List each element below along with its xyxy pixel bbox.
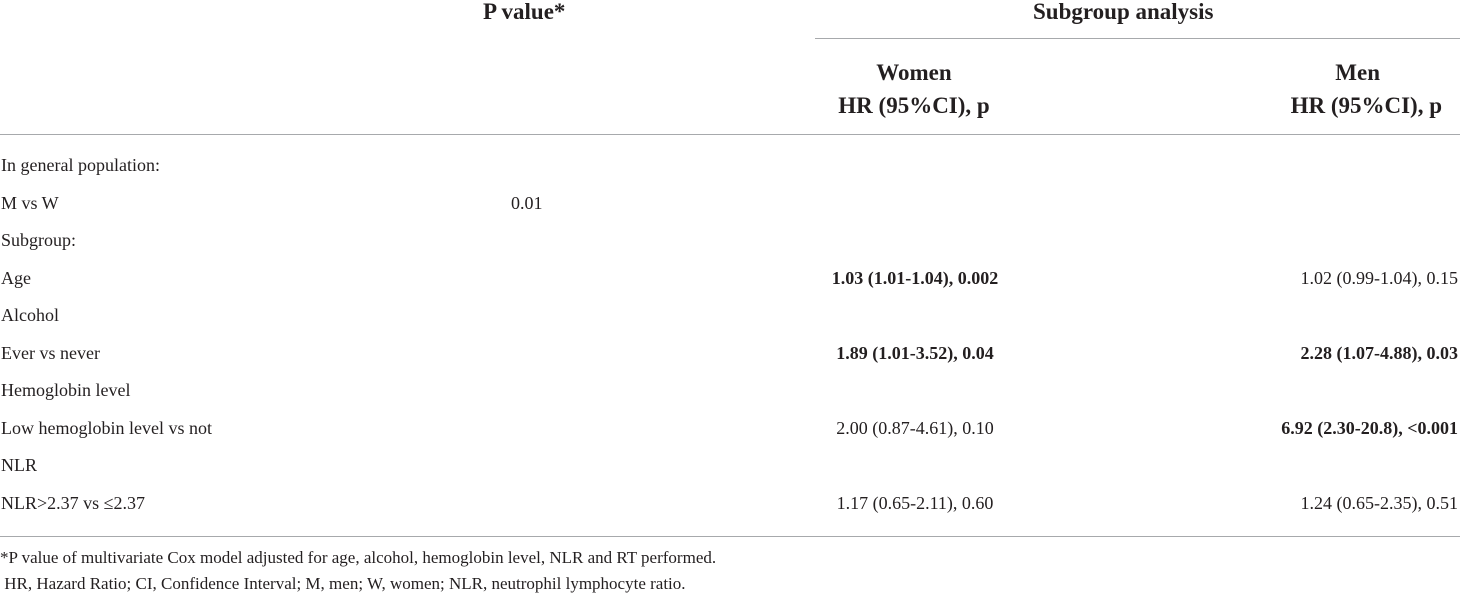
row-label: NLR xyxy=(1,455,37,475)
row-label: Age xyxy=(1,267,31,288)
row-men-hr: 1.24 (0.65-2.35), 0.51 xyxy=(1300,492,1458,513)
men-hr-label: HR (95%CI), p xyxy=(1290,93,1442,118)
row-women-hr: 1.89 (1.01-3.52), 0.04 xyxy=(836,342,994,363)
men-label: Men xyxy=(1335,60,1380,85)
subgroup-analysis-header: Subgroup analysis xyxy=(1033,0,1214,24)
row-women-hr: 2.00 (0.87-4.61), 0.10 xyxy=(836,417,994,438)
subgroup-underline xyxy=(815,38,1460,39)
row-label: Low hemoglobin level vs not xyxy=(1,417,212,438)
women-label: Women xyxy=(876,60,952,85)
footnote-pvalue: *P value of multivariate Cox model adjusted for age, alcohol, hemoglobin level, NLR and RT performed. xyxy=(0,548,717,567)
row-men-hr: 6.92 (2.30-20.8), <0.001 xyxy=(1281,417,1458,438)
header-bottom-rule xyxy=(0,134,1460,135)
row-label: Subgroup: xyxy=(1,230,77,250)
row-label: Alcohol xyxy=(1,305,59,325)
table-bottom-rule xyxy=(0,536,1460,537)
row-pvalue: 0.01 xyxy=(511,192,543,213)
row-label: In general population: xyxy=(1,155,160,175)
women-hr-label: HR (95%CI), p xyxy=(838,93,990,118)
women-header xyxy=(814,56,1014,122)
row-men-hr: 2.28 (1.07-4.88), 0.03 xyxy=(1300,342,1458,363)
row-label: NLR>2.37 vs ≤2.37 xyxy=(1,492,146,513)
row-women-hr: 1.03 (1.01-1.04), 0.002 xyxy=(831,267,999,288)
men-header xyxy=(1240,56,1442,122)
row-label: Hemoglobin level xyxy=(1,380,131,400)
row-men-hr: 1.02 (0.99-1.04), 0.15 xyxy=(1300,267,1458,288)
footnote-abbreviations: HR, Hazard Ratio; CI, Confidence Interval; M, men; W, women; NLR, neutrophil lymphocyte ratio. xyxy=(0,574,686,593)
row-label: Ever vs never xyxy=(1,342,100,363)
row-women-hr: 1.17 (0.65-2.11), 0.60 xyxy=(836,492,994,513)
row-label: M vs W xyxy=(1,192,59,213)
pvalue-header: P value* xyxy=(483,0,566,24)
